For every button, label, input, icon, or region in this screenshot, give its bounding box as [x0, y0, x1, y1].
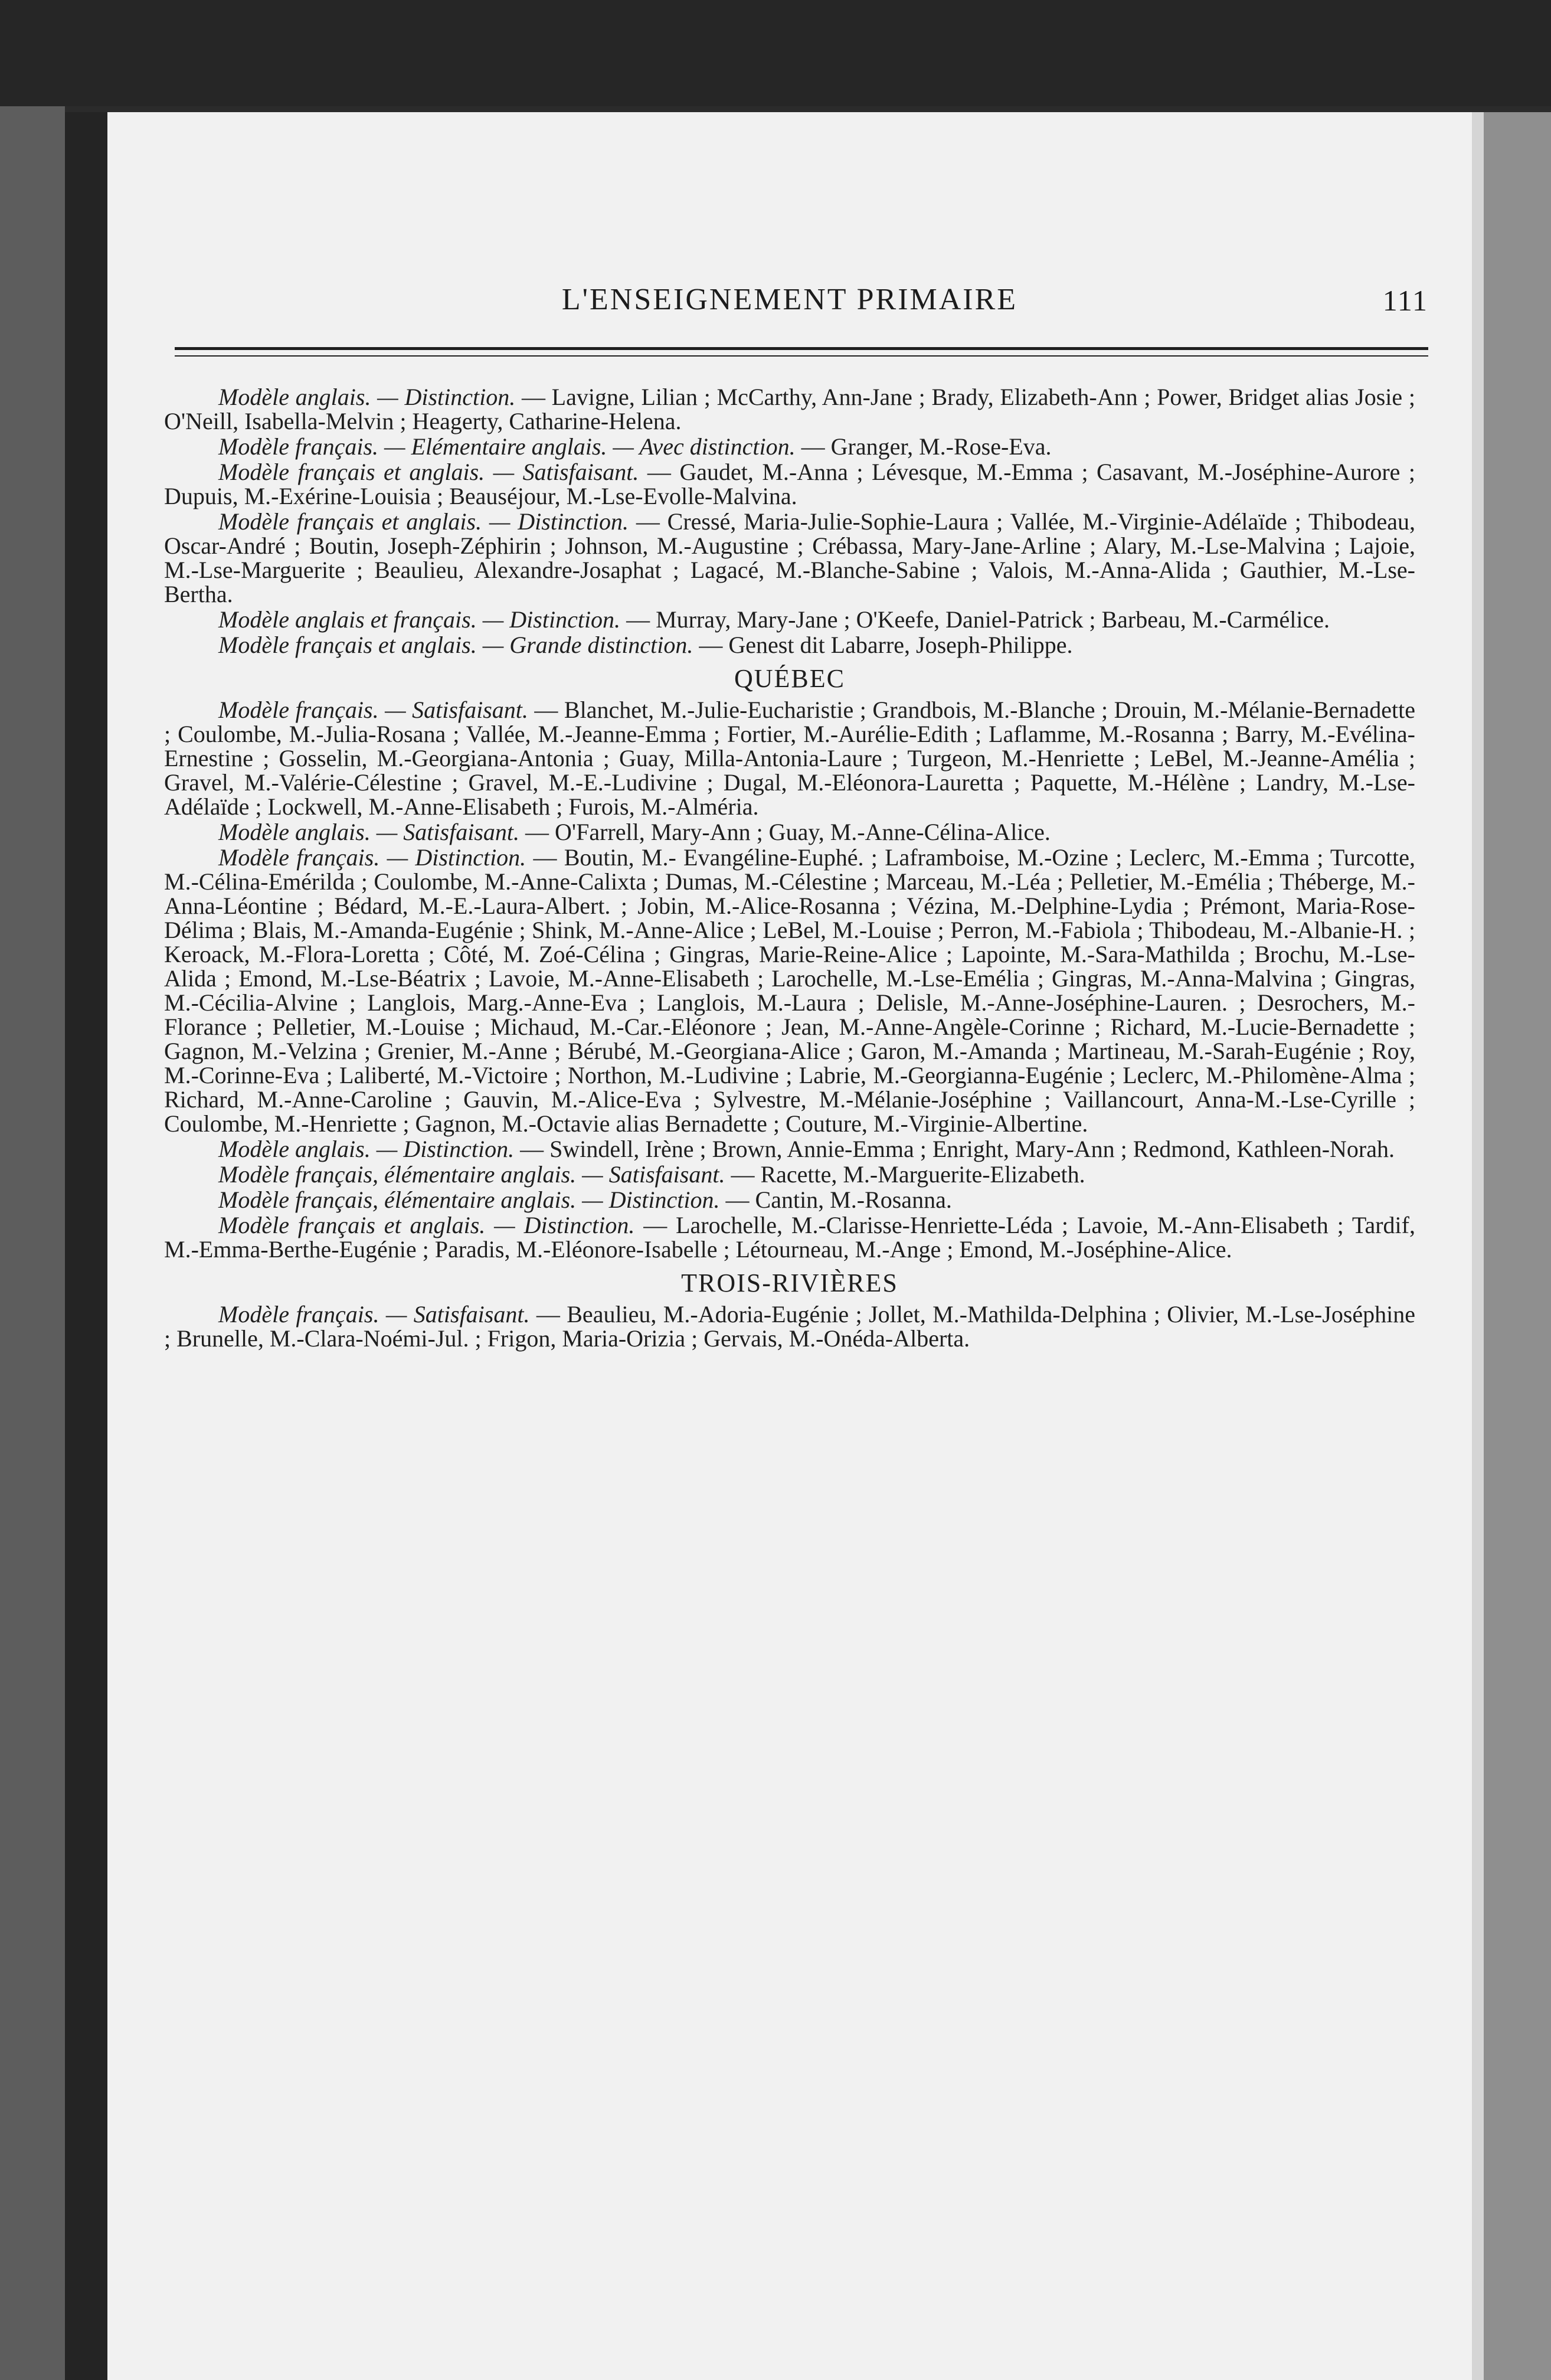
page-body	[164, 385, 1415, 1352]
award-category: Modèle anglais. — Distinction.	[218, 384, 516, 410]
award-paragraph	[164, 820, 1415, 844]
award-category: Modèle français et anglais. — Satisfaisant.	[218, 459, 639, 485]
award-category: Modèle français. — Elémentaire anglais. — Avec distinction.	[218, 433, 796, 460]
running-head: L'ENSEIGNEMENT PRIMAIRE	[561, 283, 1018, 316]
header-rule-thin	[175, 355, 1428, 357]
award-paragraph	[164, 1213, 1415, 1261]
book-spine	[0, 106, 65, 2380]
award-category: Modèle anglais. — Satisfaisant.	[218, 819, 519, 845]
award-category: Modèle anglais et français. — Distinction.	[218, 606, 621, 633]
book-page	[107, 112, 1472, 2380]
award-paragraph	[164, 509, 1415, 606]
page-gutter-shadow	[65, 112, 107, 2380]
section-heading-quebec: QUÉBEC	[734, 664, 845, 693]
scan-top-background	[0, 0, 1551, 106]
award-names: — Gaudet, M.-Anna ; Lévesque, M.-Emma ; Casavant, M.-Joséphine-Aurore ; Dupuis, M.-Exérine-Louisia ; Beauséjour, M.-Lse-Evolle-Malvina.	[164, 459, 1415, 509]
award-category: Modèle français. — Satisfaisant.	[218, 1301, 530, 1328]
paragraph-group-trois-rivieres	[164, 1302, 1415, 1351]
section-heading-trois-rivieres: TROIS-RIVIÈRES	[681, 1269, 898, 1297]
paragraph-group-intro	[164, 385, 1415, 657]
award-names: — Larochelle, M.-Clarisse-Henriette-Léda ; Lavoie, M.-Ann-Elisabeth ; Tardif, M.-Emma-Berthe-Eugénie ; Paradis, M.-Eléonore-Isabelle ; Létourneau, M.-Ange ; Emond, M.-Joséphine-Alice.	[164, 1212, 1415, 1263]
award-paragraph	[164, 434, 1415, 459]
award-category: Modèle français et anglais. — Distinction.	[218, 508, 629, 535]
award-paragraph	[164, 1188, 1415, 1212]
award-names: — Racette, M.-Marguerite-Elizabeth.	[725, 1161, 1085, 1188]
award-names: — Genest dit Labarre, Joseph-Philippe.	[693, 632, 1073, 658]
award-category: Modèle français. — Distinction.	[218, 844, 526, 871]
award-paragraph	[164, 845, 1415, 1136]
award-category: Modèle français. — Satisfaisant.	[218, 697, 528, 723]
award-category: Modèle français, élémentaire anglais. — Satisfaisant.	[218, 1161, 725, 1188]
award-names: — Blanchet, M.-Julie-Eucharistie ; Grandbois, M.-Blanche ; Drouin, M.-Mélanie-Bernadette ; Coulombe, M.-Julia-Rosana ; Vallée, M.-Jeanne-Emma ; Fortier, M.-Aurélie-Edith ; Laflamme, M.-Rosanna ; Barry, M.-Evélina-Ernestine ; Gosselin, M.-Georgiana-Antonia ; Guay, Milla-Antonia-Laure ; Turgeon, M.-Henriette ; LeBel, M.-Jeanne-Amélia ; Gravel, M.-Valérie-Célestine ; Gravel, M.-E.-Ludivine ; Dugal, M.-Eléonora-Lauretta ; Paquette, M.-Hélène ; Landry, M.-Lse-Adélaïde ; Lockwell, M.-Anne-Elisabeth ; Furois, M.-Alméria.	[164, 697, 1415, 820]
award-paragraph	[164, 460, 1415, 508]
award-paragraph	[164, 1162, 1415, 1186]
page-header	[107, 282, 1472, 329]
award-paragraph	[164, 698, 1415, 819]
award-paragraph	[164, 1302, 1415, 1351]
award-paragraph	[164, 385, 1415, 433]
award-names: — Granger, M.-Rose-Eva.	[795, 433, 1052, 460]
award-paragraph	[164, 607, 1415, 632]
award-names: — Cressé, Maria-Julie-Sophie-Laura ; Vallée, M.-Virginie-Adélaïde ; Thibodeau, Oscar-André ; Boutin, Joseph-Zéphirin ; Johnson, M.-Augustine ; Crébassa, Mary-Jane-Arline ; Alary, M.-Lse-Malvina ; Lajoie, M.-Lse-Marguerite ; Beaulieu, Alexandre-Josaphat ; Lagacé, M.-Blanche-Sabine ; Valois, M.-Anna-Alida ; Gauthier, M.-Lse-Bertha.	[164, 508, 1415, 607]
award-names: — Cantin, M.-Rosanna.	[719, 1186, 952, 1213]
award-paragraph	[164, 633, 1415, 657]
award-names: — O'Farrell, Mary-Ann ; Guay, M.-Anne-Célina-Alice.	[519, 819, 1051, 845]
page-number: 111	[1382, 284, 1428, 317]
award-category: Modèle français, élémentaire anglais. — Distinction.	[218, 1186, 720, 1213]
page-stack-edge	[1472, 112, 1551, 2380]
award-paragraph	[164, 1137, 1415, 1161]
page-edge-highlight	[1472, 112, 1484, 2380]
award-category: Modèle français et anglais. — Grande distinction.	[218, 632, 693, 658]
award-names: — Boutin, M.- Evangéline-Euphé. ; Laframboise, M.-Ozine ; Leclerc, M.-Emma ; Turcotte, M.-Célina-Emérilda ; Coulombe, M.-Anne-Calixta ; Dumas, M.-Célestine ; Marceau, M.-Léa ; Pelletier, M.-Emélia ; Théberge, M.-Anna-Léontine ; Bédard, M.-E.-Laura-Albert. ; Jobin, M.-Alice-Rosanna ; Vézina, M.-Delphine-Lydia ; Prémont, Maria-Rose-Délima ; Blais, M.-Amanda-Eugénie ; Shink, M.-Anne-Alice ; LeBel, M.-Louise ; Perron, M.-Fabiola ; Thibodeau, M.-Albanie-H. ; Keroack, M.-Flora-Loretta ; Côté, M. Zoé-Célina ; Gingras, Marie-Reine-Alice ; Lapointe, M.-Sara-Mathilda ; Brochu, M.-Lse-Alida ; Emond, M.-Lse-Béatrix ; Lavoie, M.-Anne-Elisabeth ; Larochelle, M.-Lse-Emélia ; Gingras, M.-Anna-Malvina ; Gingras, M.-Cécilia-Alvine ; Langlois, Marg.-Anne-Eva ; Langlois, M.-Laura ; Delisle, M.-Anne-Joséphine-Lauren. ; Desrochers, M.-Florance ; Pelletier, M.-Louise ; Michaud, M.-Car.-Eléonore ; Jean, M.-Anne-Angèle-Corinne ; Richard, M.-Lucie-Bernadette ; Gagnon, M.-Velzina ; Grenier, M.-Anne ; Bérubé, M.-Georgiana-Alice ; Garon, M.-Amanda ; Martineau, M.-Sarah-Eugénie ; Roy, M.-Corinne-Eva ; Laliberté, M.-Victoire ; Northon, M.-Ludivine ; Labrie, M.-Georgianna-Eugénie ; Leclerc, M.-Philomène-Alma ; Richard, M.-Anne-Caroline ; Gauvin, M.-Alice-Eva ; Sylvestre, M.-Mélanie-Joséphine ; Vaillancourt, Anna-M.-Lse-Cyrille ; Coulombe, M.-Henriette ; Gagnon, M.-Octavie alias Bernadette ; Couture, M.-Virginie-Albertine.	[164, 844, 1415, 1137]
award-names: — Swindell, Irène ; Brown, Annie-Emma ; Enright, Mary-Ann ; Redmond, Kathleen-Norah.	[514, 1136, 1395, 1162]
paragraph-group-quebec	[164, 698, 1415, 1261]
award-names: — Murray, Mary-Jane ; O'Keefe, Daniel-Patrick ; Barbeau, M.-Carmélice.	[620, 606, 1330, 633]
header-rule-thick	[175, 347, 1428, 350]
award-category: Modèle français et anglais. — Distinction.	[218, 1212, 635, 1238]
award-category: Modèle anglais. — Distinction.	[218, 1136, 515, 1162]
award-names: — Beaulieu, M.-Adoria-Eugénie ; Jollet, M.-Mathilda-Delphina ; Olivier, M.-Lse-Joséphine ; Brunelle, M.-Clara-Noémi-Jul. ; Frigon, Maria-Orizia ; Gervais, M.-Onéda-Alberta.	[164, 1301, 1415, 1352]
award-names: — Lavigne, Lilian ; McCarthy, Ann-Jane ; Brady, Elizabeth-Ann ; Power, Bridget alias Josie ; O'Neill, Isabella-Melvin ; Heagerty, Catharine-Helena.	[164, 384, 1415, 434]
